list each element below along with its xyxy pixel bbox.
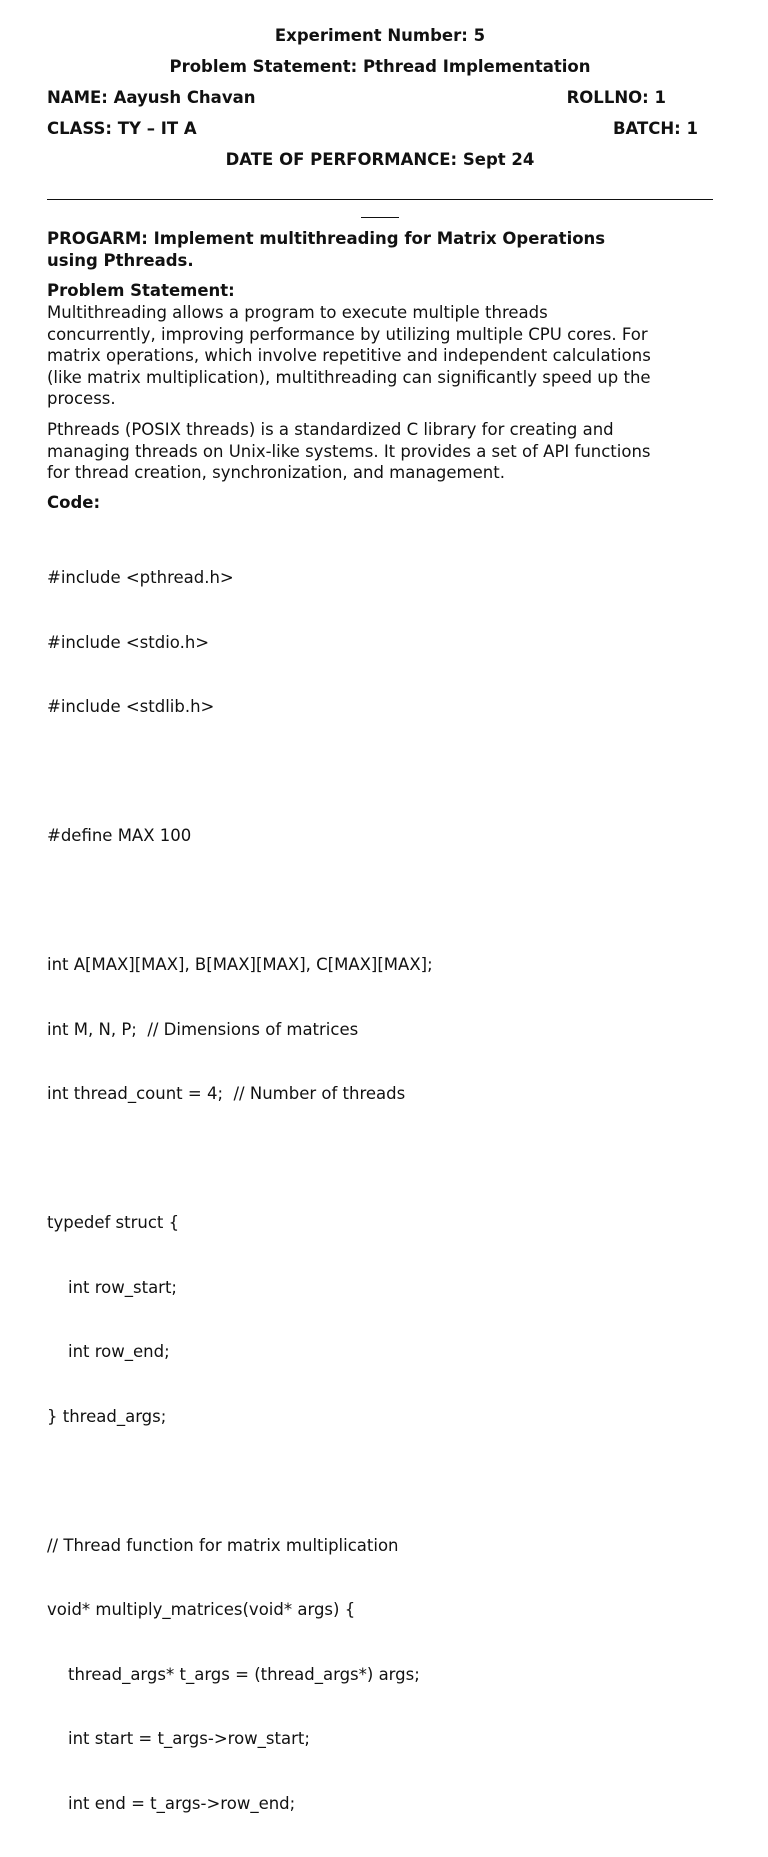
code-line (47, 890, 713, 912)
horizontal-rule (47, 199, 713, 200)
problem-statement-paragraph-1 (47, 302, 713, 410)
batch-label: BATCH: 1 (612, 119, 698, 138)
code-line: int start = t_args->row_start; (47, 1729, 310, 1748)
class-label: CLASS: TY – IT A (47, 119, 197, 138)
class-row (47, 119, 713, 138)
experiment-number: Experiment Number: 5 (274, 26, 486, 45)
code-line: int thread_count = 4; // Number of threads (47, 1084, 406, 1103)
paragraph-line: Multithreading allows a program to execute multiple threads (47, 303, 548, 322)
date-of-performance: DATE OF PERFORMANCE: Sept 24 (225, 150, 535, 169)
code-line: int A[MAX][MAX], B[MAX][MAX], C[MAX][MAX]; (47, 955, 433, 974)
paragraph-line: matrix operations, which involve repetitive and independent calculations (47, 346, 651, 365)
program-heading-line: PROGARM: Implement multithreading for Matrix Operations (47, 229, 606, 248)
problem-statement-heading: Problem Statement: (47, 281, 235, 300)
code-line: int row_end; (47, 1342, 170, 1361)
student-name: NAME: Aayush Chavan (47, 88, 256, 107)
problem-title: Problem Statement: Pthread Implementation (169, 57, 591, 76)
code-line: typedef struct { (47, 1213, 180, 1232)
code-line: // Thread function for matrix multiplication (47, 1535, 399, 1555)
name-row (47, 88, 713, 107)
program-heading-line: using Pthreads. (47, 250, 194, 270)
paragraph-line: Pthreads (POSIX threads) is a standardized C library for creating and (47, 420, 614, 439)
code-block (47, 524, 713, 1857)
paragraph-line: for thread creation, synchronization, and management. (47, 463, 505, 482)
code-line (47, 1470, 713, 1492)
code-line: int M, N, P; // Dimensions of matrices (47, 1019, 359, 1039)
code-line (47, 1148, 713, 1170)
code-line: #include <stdio.h> (47, 632, 210, 652)
program-heading (47, 228, 713, 271)
code-line: #include <stdlib.h> (47, 697, 215, 716)
code-line: void* multiply_matrices(void* args) { (47, 1600, 356, 1619)
roll-number: ROLLNO: 1 (566, 88, 666, 107)
code-line: #include <pthread.h> (47, 568, 234, 587)
code-heading: Code: (47, 493, 101, 512)
horizontal-rule-tail (361, 217, 399, 218)
paragraph-line: concurrently, improving performance by utilizing multiple CPU cores. For (47, 324, 648, 344)
code-line: int row_start; (47, 1277, 177, 1297)
code-line: int end = t_args->row_end; (47, 1793, 296, 1813)
paragraph-line: (like matrix multiplication), multithreading can significantly speed up the (47, 367, 651, 387)
code-line: thread_args* t_args = (thread_args*) args; (47, 1664, 420, 1684)
code-line: } thread_args; (47, 1406, 167, 1426)
paragraph-line: managing threads on Unix-like systems. It provides a set of API functions (47, 441, 651, 461)
problem-statement-paragraph-2 (47, 419, 713, 484)
code-line (47, 761, 713, 783)
code-line: #define MAX 100 (47, 826, 192, 845)
paragraph-line: process. (47, 389, 116, 408)
